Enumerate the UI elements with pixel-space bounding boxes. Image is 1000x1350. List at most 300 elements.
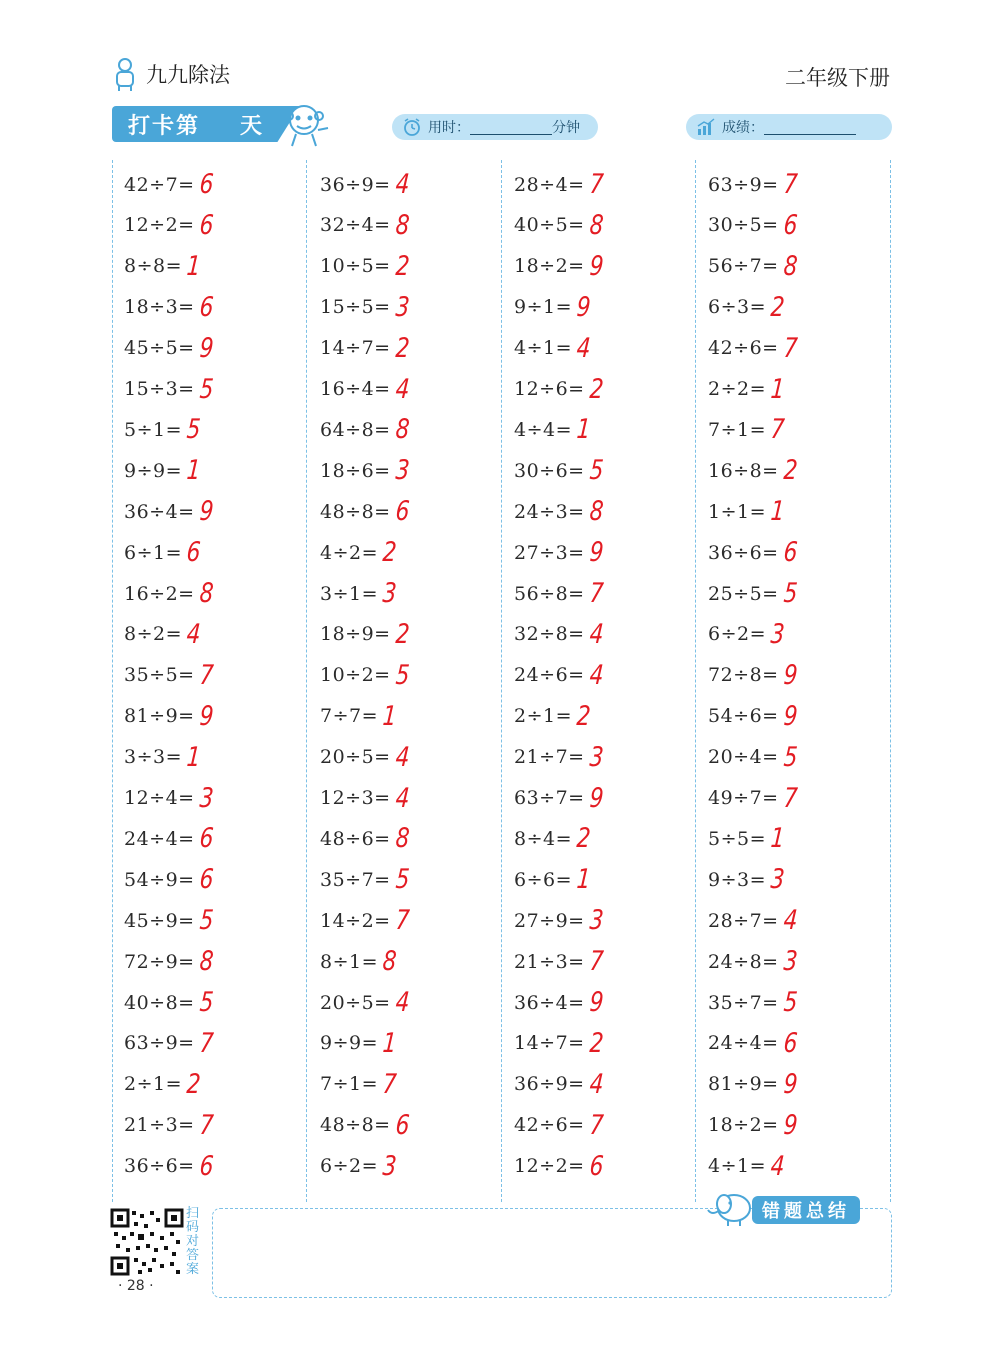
problem-row	[320, 450, 411, 491]
problem-row	[124, 859, 215, 900]
problem-row	[320, 409, 411, 450]
division-expression: 25÷5=	[708, 582, 779, 605]
handwritten-answer[interactable]: 6	[198, 169, 215, 200]
problem-row	[124, 655, 215, 696]
handwritten-answer[interactable]: 2	[394, 250, 411, 282]
problem-row	[708, 491, 786, 532]
problem-row	[708, 859, 786, 900]
division-expression: 15÷5=	[320, 296, 391, 319]
handwritten-answer[interactable]: 5	[782, 987, 799, 1018]
problem-row	[514, 1064, 605, 1105]
handwritten-answer[interactable]: 9	[198, 496, 215, 528]
division-expression: 18÷3=	[124, 296, 195, 319]
division-expression: 3÷3=	[124, 746, 183, 769]
division-expression: 45÷9=	[124, 909, 195, 932]
problem-row	[708, 941, 799, 982]
problem-row	[320, 778, 411, 819]
problem-row	[514, 450, 605, 491]
problem-row	[320, 573, 398, 614]
handwritten-answer[interactable]: 2	[588, 1027, 605, 1059]
division-expression: 14÷7=	[320, 337, 391, 360]
score-field	[686, 114, 892, 140]
checkin-label: 打卡第	[128, 114, 201, 139]
division-expression: 1÷1=	[708, 500, 767, 523]
division-expression: 30÷5=	[708, 214, 779, 237]
handwritten-answer[interactable]: 7	[394, 905, 411, 937]
division-expression: 48÷6=	[320, 827, 391, 850]
handwritten-answer[interactable]: 4	[575, 332, 592, 364]
problem-row	[124, 1023, 215, 1064]
handwritten-answer[interactable]: 8	[198, 578, 215, 609]
division-expression: 6÷1=	[124, 541, 183, 564]
division-expression: 8÷2=	[124, 623, 183, 646]
division-expression: 54÷6=	[708, 705, 779, 728]
handwritten-answer[interactable]: 5	[782, 578, 799, 609]
handwritten-answer[interactable]: 3	[381, 1150, 398, 1182]
division-expression: 42÷6=	[708, 337, 779, 360]
problem-row	[514, 778, 605, 819]
division-expression: 9÷9=	[124, 459, 183, 482]
handwritten-answer[interactable]: 6	[198, 1150, 215, 1182]
problem-row	[514, 982, 605, 1023]
problem-row	[514, 1105, 605, 1146]
handwritten-answer[interactable]: 9	[588, 782, 605, 814]
handwritten-answer[interactable]: 6	[185, 537, 202, 569]
division-expression: 16÷4=	[320, 378, 391, 400]
division-expression: 4÷2=	[320, 541, 379, 564]
handwritten-answer[interactable]: 6	[394, 1109, 411, 1141]
problem-row	[320, 491, 411, 532]
division-expression: 35÷7=	[320, 868, 391, 891]
handwritten-answer[interactable]: 9	[588, 537, 605, 569]
handwritten-answer[interactable]: 5	[782, 741, 799, 773]
problem-row	[124, 328, 215, 369]
handwritten-answer[interactable]: 7	[588, 169, 605, 200]
problem-row	[708, 696, 799, 737]
problem-row	[124, 164, 215, 205]
division-expression: 28÷7=	[708, 909, 779, 932]
problem-row	[514, 1146, 605, 1187]
handwritten-answer[interactable]: 7	[198, 659, 215, 691]
handwritten-answer[interactable]: 7	[769, 414, 786, 446]
handwritten-answer[interactable]: 7	[198, 1109, 215, 1141]
time-unit: 分钟	[552, 120, 580, 136]
division-expression: 32÷8=	[514, 623, 585, 646]
handwritten-answer[interactable]: 4	[782, 905, 799, 937]
problem-row	[124, 369, 215, 410]
problem-row	[514, 287, 592, 328]
column-divider	[306, 160, 307, 1202]
handwritten-answer[interactable]: 1	[769, 373, 786, 405]
handwritten-answer[interactable]: 6	[198, 864, 215, 896]
handwritten-answer[interactable]: 8	[198, 946, 215, 978]
column-divider	[112, 160, 113, 1202]
division-expression: 12÷2=	[514, 1155, 585, 1178]
division-expression: 40÷8=	[124, 991, 195, 1014]
time-field	[392, 114, 598, 140]
problem-row	[320, 900, 411, 941]
division-expression: 24÷4=	[124, 827, 195, 850]
handwritten-answer[interactable]: 3	[394, 291, 411, 323]
division-expression: 10÷2=	[320, 664, 391, 687]
problem-row	[320, 205, 411, 246]
division-expression: 54÷9=	[124, 868, 195, 891]
handwritten-answer[interactable]: 2	[394, 332, 411, 364]
column-divider	[890, 160, 891, 1202]
division-expression: 36÷9=	[514, 1073, 585, 1096]
division-expression: 16÷2=	[124, 582, 195, 605]
handwritten-answer[interactable]: 3	[198, 782, 215, 814]
handwritten-answer[interactable]: 5	[198, 905, 215, 937]
problem-row	[320, 369, 411, 410]
problem-row	[124, 941, 215, 982]
division-expression: 9÷1=	[514, 296, 573, 319]
division-expression: 12÷4=	[124, 787, 195, 809]
handwritten-answer[interactable]: 5	[394, 659, 411, 691]
monkey-mascot-icon	[282, 100, 332, 148]
division-expression: 24÷6=	[514, 664, 585, 687]
division-expression: 81÷9=	[124, 705, 195, 728]
division-expression: 2÷1=	[514, 705, 573, 728]
division-expression: 14÷2=	[320, 909, 391, 932]
time-blank[interactable]	[470, 120, 552, 135]
division-expression: 45÷5=	[124, 337, 195, 360]
problem-row	[708, 205, 799, 246]
problem-row	[124, 205, 215, 246]
division-expression: 36÷6=	[124, 1155, 195, 1178]
handwritten-answer[interactable]: 9	[782, 1109, 799, 1141]
division-expression: 4÷1=	[514, 337, 573, 360]
problem-row	[124, 450, 202, 491]
division-expression: 48÷8=	[320, 1114, 391, 1137]
division-expression: 48÷8=	[320, 500, 391, 523]
handwritten-answer[interactable]: 7	[782, 782, 799, 814]
problem-row	[514, 328, 592, 369]
problem-row	[124, 614, 202, 655]
division-expression: 6÷3=	[708, 296, 767, 319]
handwritten-answer[interactable]: 5	[198, 373, 215, 405]
division-expression: 36÷4=	[124, 500, 195, 523]
handwritten-answer[interactable]: 3	[769, 864, 786, 896]
problem-row	[124, 1146, 215, 1187]
problem-row	[320, 982, 411, 1023]
handwritten-answer[interactable]: 1	[185, 455, 202, 487]
handwritten-answer[interactable]: 6	[782, 209, 799, 241]
problem-row	[708, 450, 799, 491]
division-expression: 9÷3=	[708, 868, 767, 891]
problem-row	[320, 164, 411, 205]
handwritten-answer[interactable]: 5	[394, 864, 411, 896]
handwritten-answer[interactable]: 3	[782, 946, 799, 978]
division-expression: 12÷2=	[124, 214, 195, 237]
problem-row	[124, 532, 202, 573]
handwritten-answer[interactable]: 3	[588, 905, 605, 937]
handwritten-answer[interactable]: 2	[575, 700, 592, 732]
handwritten-answer[interactable]: 1	[769, 823, 786, 855]
handwritten-answer[interactable]: 8	[394, 823, 411, 855]
column-divider	[501, 160, 502, 1202]
division-expression: 36÷9=	[320, 173, 391, 196]
handwritten-answer[interactable]: 8	[588, 496, 605, 528]
problem-row	[708, 614, 786, 655]
problem-row	[708, 328, 799, 369]
problem-row	[708, 778, 799, 819]
handwritten-answer[interactable]: 9	[588, 250, 605, 282]
score-label: 成绩：	[722, 120, 764, 136]
division-expression: 20÷4=	[708, 746, 779, 769]
handwritten-answer[interactable]: 7	[381, 1068, 398, 1100]
problem-row	[514, 941, 605, 982]
handwritten-answer[interactable]: 1	[769, 496, 786, 528]
problem-row	[514, 205, 605, 246]
problem-row	[708, 655, 799, 696]
problem-row	[708, 818, 786, 859]
handwritten-answer[interactable]: 9	[782, 659, 799, 691]
problem-row	[320, 1105, 411, 1146]
problem-row	[514, 573, 605, 614]
problem-row	[708, 900, 799, 941]
division-expression: 18÷9=	[320, 623, 391, 646]
problem-row	[124, 900, 215, 941]
handwritten-answer[interactable]: 1	[575, 864, 592, 896]
division-expression: 56÷8=	[514, 582, 585, 605]
problem-row	[514, 532, 605, 573]
handwritten-answer[interactable]: 9	[782, 1068, 799, 1100]
chapter-header	[110, 52, 230, 96]
division-expression: 56÷7=	[708, 255, 779, 278]
division-expression: 14÷7=	[514, 1032, 585, 1055]
handwritten-answer[interactable]: 4	[394, 987, 411, 1018]
problem-row	[708, 1023, 799, 1064]
division-expression: 10÷5=	[320, 255, 391, 278]
problem-row	[124, 1064, 202, 1105]
handwritten-answer[interactable]: 4	[394, 741, 411, 773]
division-expression: 20÷5=	[320, 991, 391, 1014]
problem-grid	[112, 160, 892, 1202]
division-expression: 2÷1=	[124, 1073, 183, 1096]
problem-row	[320, 737, 411, 778]
problem-row	[514, 246, 605, 287]
problem-row	[708, 982, 799, 1023]
handwritten-answer[interactable]: 1	[381, 700, 398, 732]
problem-row	[708, 1064, 799, 1105]
elephant-icon	[704, 1188, 756, 1228]
division-expression: 7÷7=	[320, 705, 379, 728]
problem-row	[320, 614, 411, 655]
problem-row	[708, 532, 799, 573]
problem-row	[514, 369, 605, 410]
handwritten-answer[interactable]: 9	[198, 332, 215, 364]
handwritten-answer[interactable]: 6	[198, 291, 215, 323]
division-expression: 5÷5=	[708, 827, 767, 850]
handwritten-answer[interactable]: 6	[394, 496, 411, 528]
handwritten-answer[interactable]: 5	[198, 987, 215, 1018]
division-expression: 36÷6=	[708, 541, 779, 564]
handwritten-answer[interactable]: 4	[588, 1068, 605, 1100]
handwritten-answer[interactable]: 9	[575, 291, 592, 323]
division-expression: 3÷1=	[320, 582, 379, 605]
handwritten-answer[interactable]: 8	[381, 946, 398, 978]
time-label: 用时：	[428, 120, 470, 136]
division-expression: 72÷8=	[708, 664, 779, 687]
handwritten-answer[interactable]: 2	[769, 291, 786, 323]
problem-row	[320, 1064, 398, 1105]
handwritten-answer[interactable]: 8	[588, 209, 605, 241]
handwritten-answer[interactable]: 2	[588, 373, 605, 405]
handwritten-answer[interactable]: 6	[782, 1027, 799, 1059]
division-expression: 2÷2=	[708, 378, 767, 400]
problem-row	[320, 532, 398, 573]
problem-row	[708, 409, 786, 450]
division-expression: 63÷9=	[708, 173, 779, 196]
division-expression: 7÷1=	[320, 1073, 379, 1096]
problem-row	[708, 164, 799, 205]
handwritten-answer[interactable]: 1	[575, 414, 592, 446]
handwritten-answer[interactable]: 7	[588, 946, 605, 978]
division-expression: 7÷1=	[708, 418, 767, 441]
handwritten-answer[interactable]: 3	[769, 618, 786, 650]
alarm-clock-icon	[402, 117, 422, 137]
division-expression: 49÷7=	[708, 787, 779, 809]
division-expression: 9÷9=	[320, 1032, 379, 1055]
handwritten-answer[interactable]: 7	[782, 332, 799, 364]
handwritten-answer[interactable]: 2	[381, 537, 398, 569]
problem-row	[514, 491, 605, 532]
problem-row	[320, 818, 411, 859]
problem-row	[320, 328, 411, 369]
problem-row	[514, 1023, 605, 1064]
handwritten-answer[interactable]: 4	[769, 1150, 786, 1182]
handwritten-answer[interactable]: 4	[185, 618, 202, 650]
checkin-day-suffix: 天	[240, 114, 263, 139]
score-blank[interactable]	[764, 120, 856, 135]
handwritten-answer[interactable]: 9	[782, 700, 799, 732]
problem-row	[708, 246, 799, 287]
handwritten-answer[interactable]: 9	[198, 700, 215, 732]
handwritten-answer[interactable]: 2	[394, 618, 411, 650]
division-expression: 8÷4=	[514, 827, 573, 850]
bar-chart-icon	[696, 117, 716, 137]
division-expression: 21÷3=	[124, 1114, 195, 1137]
handwritten-answer[interactable]: 1	[381, 1027, 398, 1059]
column-divider	[695, 160, 696, 1202]
handwritten-answer[interactable]: 4	[588, 618, 605, 650]
problem-row	[708, 1105, 799, 1146]
division-expression: 6÷6=	[514, 868, 573, 891]
handwritten-answer[interactable]: 1	[185, 741, 202, 773]
division-expression: 6÷2=	[320, 1155, 379, 1178]
division-expression: 63÷9=	[124, 1032, 195, 1055]
handwritten-answer[interactable]: 3	[394, 455, 411, 487]
division-expression: 24÷4=	[708, 1032, 779, 1055]
handwritten-answer[interactable]: 2	[575, 823, 592, 855]
problem-row	[708, 737, 799, 778]
division-expression: 27÷3=	[514, 541, 585, 564]
problem-row	[124, 246, 202, 287]
division-expression: 21÷7=	[514, 746, 585, 769]
problem-row	[320, 655, 411, 696]
handwritten-answer[interactable]: 2	[782, 455, 799, 487]
problem-row	[320, 941, 398, 982]
division-expression: 27÷9=	[514, 909, 585, 932]
division-expression: 4÷4=	[514, 418, 573, 441]
division-expression: 63÷7=	[514, 787, 585, 809]
handwritten-answer[interactable]: 4	[394, 782, 411, 814]
division-expression: 8÷1=	[320, 950, 379, 973]
problem-row	[708, 287, 786, 328]
problem-row	[514, 737, 605, 778]
handwritten-answer[interactable]: 9	[588, 987, 605, 1018]
handwritten-answer[interactable]: 7	[782, 169, 799, 200]
handwritten-answer[interactable]: 4	[394, 169, 411, 200]
division-expression: 18÷6=	[320, 459, 391, 482]
handwritten-answer[interactable]: 4	[588, 659, 605, 691]
division-expression: 20÷5=	[320, 746, 391, 769]
handwritten-answer[interactable]: 3	[588, 741, 605, 773]
problem-row	[514, 164, 605, 205]
handwritten-answer[interactable]: 6	[198, 823, 215, 855]
handwritten-answer[interactable]: 3	[381, 578, 398, 609]
problem-row	[124, 1105, 215, 1146]
problem-row	[124, 573, 215, 614]
handwritten-answer[interactable]: 5	[588, 455, 605, 487]
handwritten-answer[interactable]: 7	[198, 1027, 215, 1059]
problem-row	[124, 737, 202, 778]
chapter-title: 九九除法	[146, 63, 230, 87]
problem-row	[514, 409, 592, 450]
problem-row	[514, 900, 605, 941]
qr-code-icon[interactable]	[110, 1208, 184, 1276]
handwritten-answer[interactable]: 7	[588, 578, 605, 609]
handwritten-answer[interactable]: 4	[394, 373, 411, 405]
handwritten-answer[interactable]: 6	[588, 1150, 605, 1182]
qr-caption: 扫码对答案	[186, 1206, 200, 1277]
division-expression: 12÷6=	[514, 378, 585, 400]
division-expression: 42÷7=	[124, 173, 195, 196]
handwritten-answer[interactable]: 8	[782, 250, 799, 282]
problem-row	[514, 696, 592, 737]
handwritten-answer[interactable]: 2	[185, 1068, 202, 1100]
division-expression: 81÷9=	[708, 1073, 779, 1096]
problem-row	[320, 1023, 398, 1064]
handwritten-answer[interactable]: 7	[588, 1109, 605, 1141]
handwritten-answer[interactable]: 8	[394, 209, 411, 241]
problem-row	[124, 409, 202, 450]
division-expression: 36÷4=	[514, 991, 585, 1014]
division-expression: 35÷7=	[708, 991, 779, 1014]
division-expression: 42÷6=	[514, 1114, 585, 1137]
problem-row	[514, 818, 592, 859]
grade-label: 二年级下册	[785, 66, 890, 90]
handwritten-answer[interactable]: 5	[185, 414, 202, 446]
problem-row	[514, 655, 605, 696]
handwritten-answer[interactable]: 1	[185, 250, 202, 282]
problem-row	[708, 1146, 786, 1187]
handwritten-answer[interactable]: 8	[394, 414, 411, 446]
problem-row	[320, 859, 411, 900]
problem-row	[514, 859, 592, 900]
problem-row	[320, 287, 411, 328]
division-expression: 16÷8=	[708, 459, 779, 482]
division-expression: 24÷3=	[514, 500, 585, 523]
division-expression: 18÷2=	[514, 255, 585, 278]
division-expression: 21÷3=	[514, 950, 585, 973]
handwritten-answer[interactable]: 6	[198, 209, 215, 241]
problem-row	[124, 778, 215, 819]
handwritten-answer[interactable]: 6	[782, 537, 799, 569]
mascot-logo-icon	[110, 56, 140, 92]
problem-row	[320, 1146, 398, 1187]
